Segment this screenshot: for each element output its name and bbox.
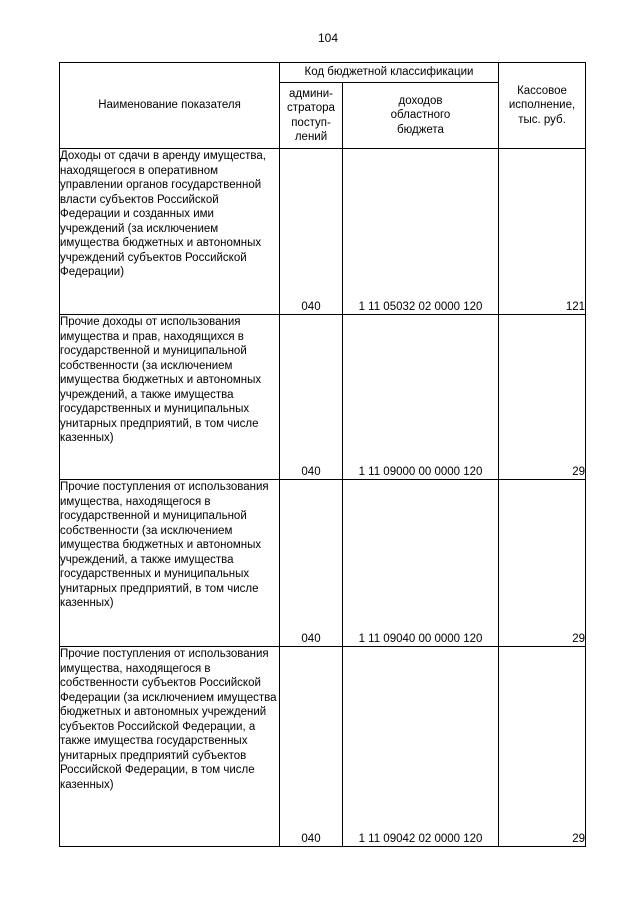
table-row xyxy=(60,647,586,847)
row-amount: 29 xyxy=(499,647,586,847)
table-row xyxy=(60,480,586,647)
row-admin-code: 040 xyxy=(280,647,343,847)
row-amount: 29 xyxy=(499,480,586,647)
row-admin-code: 040 xyxy=(280,315,343,480)
table-row xyxy=(60,315,586,480)
row-income-code: 1 11 09040 00 0000 120 xyxy=(343,480,499,647)
header-indicator-name: Наименование показателя xyxy=(60,63,280,149)
row-admin-code: 040 xyxy=(280,149,343,315)
row-indicator-name: Прочие поступления от использования имущества, находящегося в собственности субъектов Российской Федерации (за исключением имущества бюджетных и автономных учреждений субъектов Российской Федерации, а также имущества государственных унитарных предприятий субъектов Российской Федерации, в том числе казенных) xyxy=(60,647,280,847)
row-admin-code: 040 xyxy=(280,480,343,647)
budget-table xyxy=(59,62,586,847)
row-amount: 29 xyxy=(499,315,586,480)
row-income-code: 1 11 05032 02 0000 120 xyxy=(343,149,499,315)
row-income-code: 1 11 09000 00 0000 120 xyxy=(343,315,499,480)
header-administrator: админи- стратора поступ- лений xyxy=(280,83,343,149)
table-row xyxy=(60,149,586,315)
page-number: 104 xyxy=(317,31,339,45)
row-income-code: 1 11 09042 02 0000 120 xyxy=(343,647,499,847)
header-cash-execution: Кассовое исполнение, тыс. руб. xyxy=(499,63,586,149)
row-amount: 121 xyxy=(499,149,586,315)
row-indicator-name: Прочие доходы от использования имущества и прав, находящихся в государственной и муниципальной собственности (за исключением имущества бюджетных и автономных учреждений, а также имущества государственных и муниципальных унитарных предприятий, в том числе казенных) xyxy=(60,315,280,480)
row-indicator-name: Доходы от сдачи в аренду имущества, находящегося в оперативном управлении органов государственной власти субъектов Российской Федерации и созданных ими учреждений (за исключением имущества бюджетных и автономных учреждений субъектов Российской Федерации) xyxy=(60,149,280,315)
header-income: доходов областного бюджета xyxy=(343,83,499,149)
row-indicator-name: Прочие поступления от использования имущества, находящегося в государственной и муниципальной собственности (за исключением имущества бюджетных и автономных учреждений, а также имущества государственных и муниципальных унитарных предприятий, в том числе казенных) xyxy=(60,480,280,647)
header-budget-code: Код бюджетной классификации xyxy=(280,63,499,83)
